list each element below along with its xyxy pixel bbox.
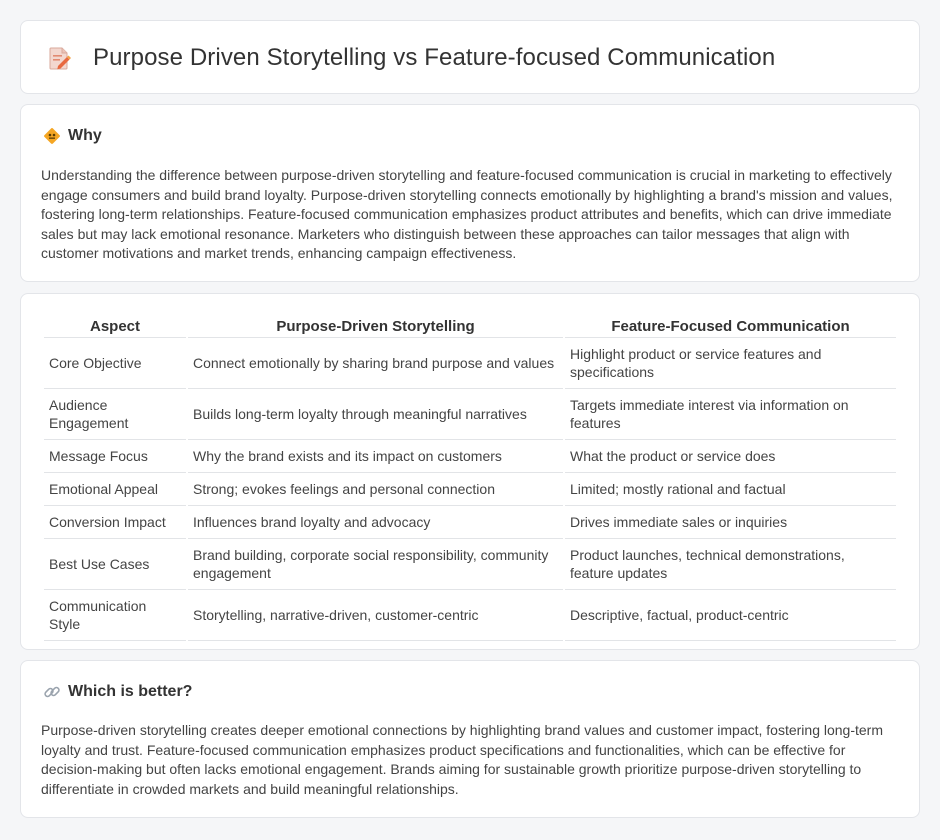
table-row: [44, 473, 896, 506]
link-icon: [43, 683, 61, 701]
table-row: [44, 338, 896, 389]
cell-aspect: Message Focus: [44, 440, 186, 473]
title-card: [20, 20, 920, 94]
which-is-better-section: [20, 660, 920, 818]
document-pen-icon: [45, 44, 73, 72]
cell-feature: Descriptive, factual, product-centric: [565, 590, 896, 641]
cell-aspect: Best Use Cases: [44, 539, 186, 590]
table-row: [44, 539, 896, 590]
cell-feature: What the product or service does: [565, 440, 896, 473]
table-header-row: [44, 316, 896, 338]
page-title: Purpose Driven Storytelling vs Feature-focused Communication: [93, 44, 776, 71]
table-row: [44, 389, 896, 440]
cell-purpose: Influences brand loyalty and advocacy: [188, 506, 563, 539]
cell-feature: Highlight product or service features and specifications: [565, 338, 896, 389]
cell-aspect: Core Objective: [44, 338, 186, 389]
cell-purpose: Connect emotionally by sharing brand purpose and values: [188, 338, 563, 389]
why-heading: Why: [68, 127, 102, 144]
cell-feature: Drives immediate sales or inquiries: [565, 506, 896, 539]
why-section: [20, 104, 920, 282]
cell-feature: Targets immediate interest via information on features: [565, 389, 896, 440]
cell-purpose: Storytelling, narrative-driven, customer-centric: [188, 590, 563, 641]
table-row: [44, 440, 896, 473]
column-header-purpose: Purpose-Driven Storytelling: [188, 316, 563, 338]
cell-aspect: Audience Engagement: [44, 389, 186, 440]
table-row: [44, 590, 896, 641]
better-heading-row: [43, 683, 192, 701]
column-header-feature: Feature-Focused Communication: [565, 316, 896, 338]
better-heading: Which is better?: [68, 683, 193, 700]
cell-purpose: Brand building, corporate social responsibility, community engagement: [188, 539, 563, 590]
cell-purpose: Strong; evokes feelings and personal connection: [188, 473, 563, 506]
table-row: [44, 506, 896, 539]
cell-feature: Product launches, technical demonstrations, feature updates: [565, 539, 896, 590]
cell-purpose: Why the brand exists and its impact on customers: [188, 440, 563, 473]
comparison-section: [20, 293, 920, 650]
column-header-aspect: Aspect: [44, 316, 186, 338]
cell-aspect: Conversion Impact: [44, 506, 186, 539]
cell-aspect: Emotional Appeal: [44, 473, 186, 506]
why-heading-row: [43, 127, 102, 145]
title-row: [45, 21, 775, 95]
diamond-sign-icon: [43, 127, 61, 145]
better-paragraph: Purpose-driven storytelling creates deeper emotional connections by highlighting brand values and customer impact, fostering long-term loyalty and trust. Feature-focused communication emphasizes product specifications and functionalities, which can be effective for decision-making but often lacks emotional engagement. Brands aiming for sustainable growth prioritize purpose-driven storytelling to differentiate in crowded markets and build meaningful relationships.: [41, 722, 884, 797]
cell-purpose: Builds long-term loyalty through meaningful narratives: [188, 389, 563, 440]
cell-feature: Limited; mostly rational and factual: [565, 473, 896, 506]
comparison-table: [42, 316, 898, 641]
cell-aspect: Communication Style: [44, 590, 186, 641]
why-paragraph: Understanding the difference between purpose-driven storytelling and feature-focused communication is crucial in marketing to effectively engage consumers and build brand loyalty. Purpose-driven storytelling connects emotionally by highlighting a brand's mission and values, fostering long-term relationships. Feature-focused communication emphasizes product attributes and benefits, which can drive immediate sales but may lack emotional resonance. Marketers who distinguish between these approaches can tailor messages that align with customer motivations and market trends, enhancing campaign effectiveness.: [41, 167, 893, 262]
